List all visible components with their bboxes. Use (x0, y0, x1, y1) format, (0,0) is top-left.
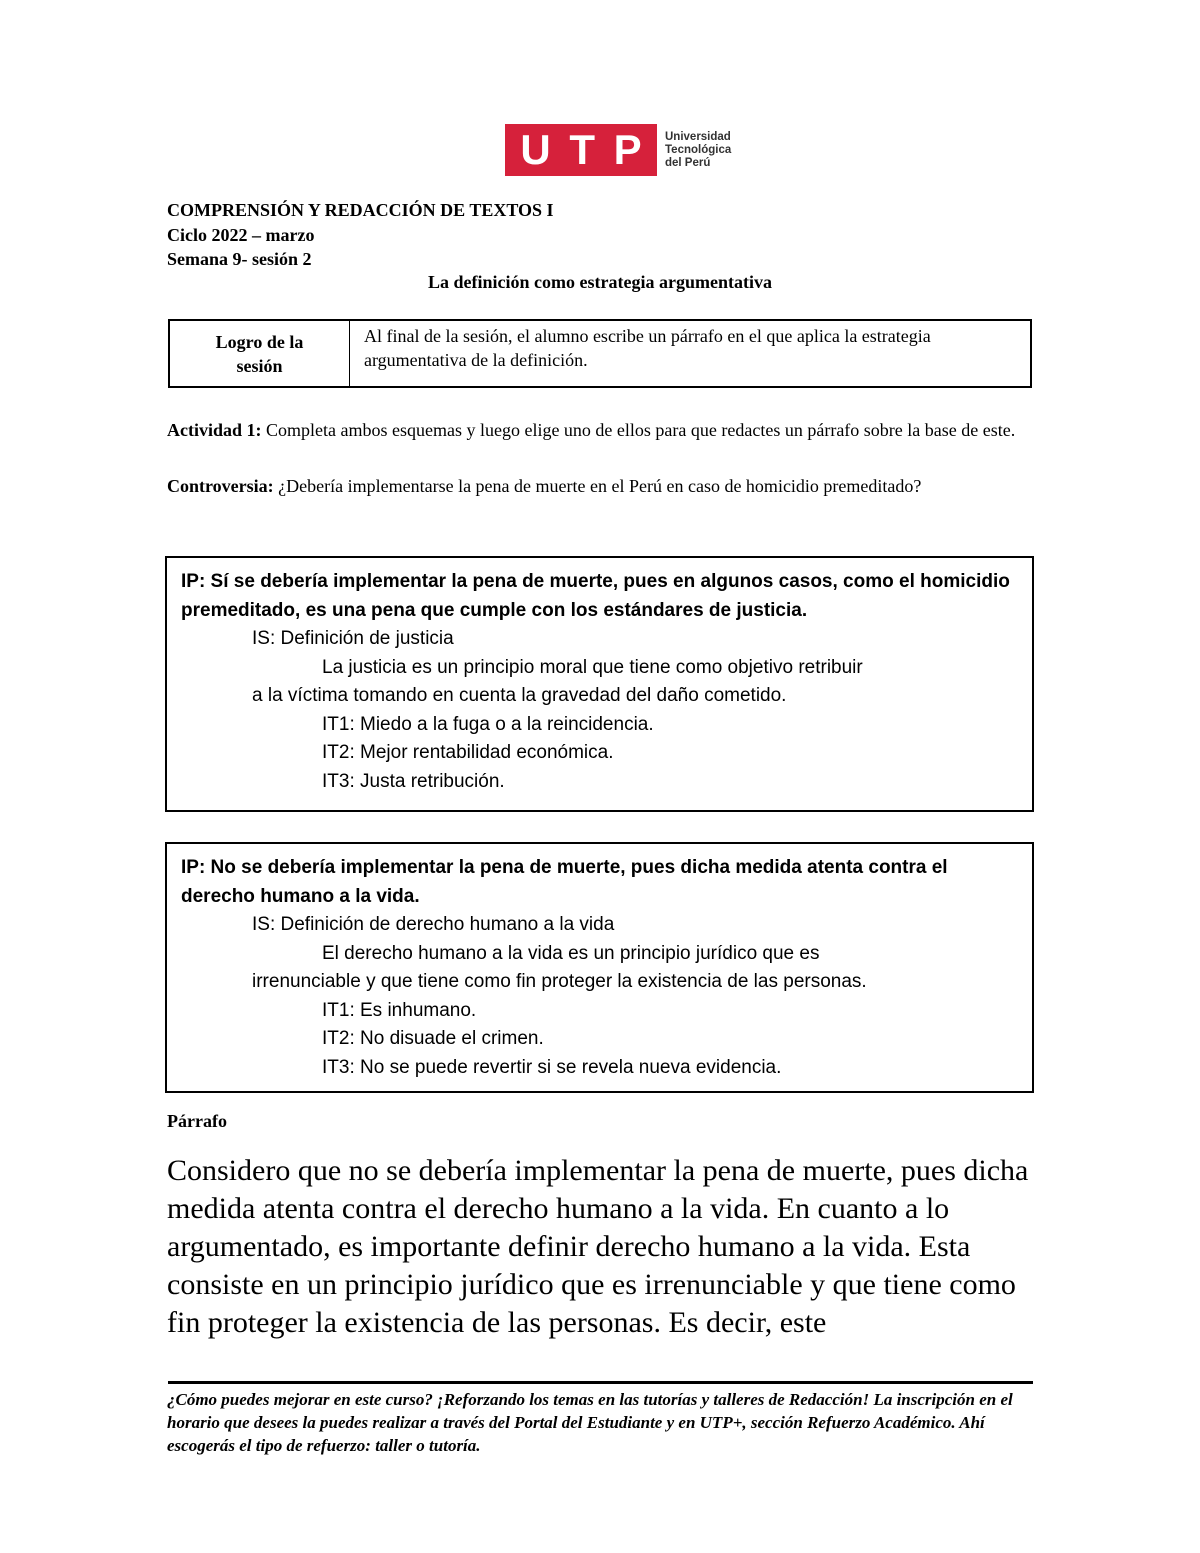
scheme1-definition-line1: La justicia es un principio moral que tiene como objetivo retribuir (322, 656, 863, 678)
scheme2-definition-line2: irrenunciable y que tiene como fin proteger la existencia de las personas. (252, 971, 867, 992)
scheme1-is: IS: Definición de justicia (252, 628, 454, 649)
scheme2-it1: IT1: Es inhumano. (322, 999, 477, 1021)
scheme2-it2: IT2: No disuade el crimen. (322, 1028, 544, 1049)
paragraph-body: Considero que no se debería implementar la pena de muerte, pues dicha medida atenta contra el derecho humano a la vida. En cuanto a lo argumentado, es importante definir derecho humano a la vida. Esta consiste en un principio jurídico que es irrenunciable y que tiene como fin proteger la existencia de las personas. Es decir, este (167, 1154, 1029, 1339)
controversy: Controversia: ¿Debería implementarse la pena de muerte en el Perú en caso de homicidio premeditado? (167, 476, 922, 496)
footer-note: ¿Cómo puedes mejorar en este curso? ¡Reforzando los temas en las tutorías y talleres de Redacción! La inscripción en el horario que desees la puedes realizar a través del Portal del Estudiante y en UTP+, sección Refuerzo Académico. Ahí escogerás el tipo de refuerzo: taller o tutoría. (167, 1390, 1013, 1455)
logo-letter-t: T (569, 126, 595, 173)
scheme2-is: IS: Definición de derecho humano a la vida (252, 914, 615, 935)
logo-letter-u: U (520, 126, 551, 173)
scheme-box-2 (165, 842, 1034, 1093)
scheme1-it2: IT2: Mejor rentabilidad económica. (322, 742, 614, 763)
scheme2-it3: IT3: No se puede revertir si se revela nueva evidencia. (322, 1056, 782, 1078)
scheme-box-1 (165, 556, 1034, 812)
scheme1-ip: IP: Sí se debería implementar la pena de muerte, pues en algunos casos, como el homicidio premeditado, es una pena que cumple con los estándares de justicia. (181, 571, 1010, 621)
logro-table (168, 319, 1032, 388)
logo-letter-p: P (613, 126, 642, 173)
logo-wordmark: Universidad Tecnológica del Perú (665, 130, 732, 169)
session-subtitle: La definición como estrategia argumentativa (428, 272, 772, 292)
utp-logo (505, 124, 731, 176)
scheme1-definition-line2: a la víctima tomando en cuenta la gravedad del daño cometido. (252, 685, 787, 706)
activity-instructions: Actividad 1: Completa ambos esquemas y luego elige uno de ellos para que redactes un párrafo sobre la base de este. (167, 420, 1016, 440)
course-cycle: Ciclo 2022 – marzo (167, 225, 315, 245)
footer-divider (168, 1381, 1033, 1384)
scheme1-it1: IT1: Miedo a la fuga o a la reincidencia. (322, 713, 654, 735)
scheme2-definition-line1: El derecho humano a la vida es un principio jurídico que es (322, 942, 820, 964)
utp-logo-mark (505, 124, 657, 176)
scheme1-it3: IT3: Justa retribución. (322, 770, 505, 792)
course-title: COMPRENSIÓN Y REDACCIÓN DE TEXTOS I (167, 200, 554, 220)
course-week: Semana 9- sesión 2 (167, 249, 312, 269)
paragraph-label: Párrafo (167, 1111, 227, 1131)
logro-label: Logro de la sesión (170, 321, 350, 386)
logro-text: Al final de la sesión, el alumno escribe un párrafo en el que aplica la estrategia argumentativa de la definición. (364, 326, 931, 370)
scheme2-ip: IP: No se debería implementar la pena de muerte, pues dicha medida atenta contra el derecho humano a la vida. (181, 857, 948, 907)
